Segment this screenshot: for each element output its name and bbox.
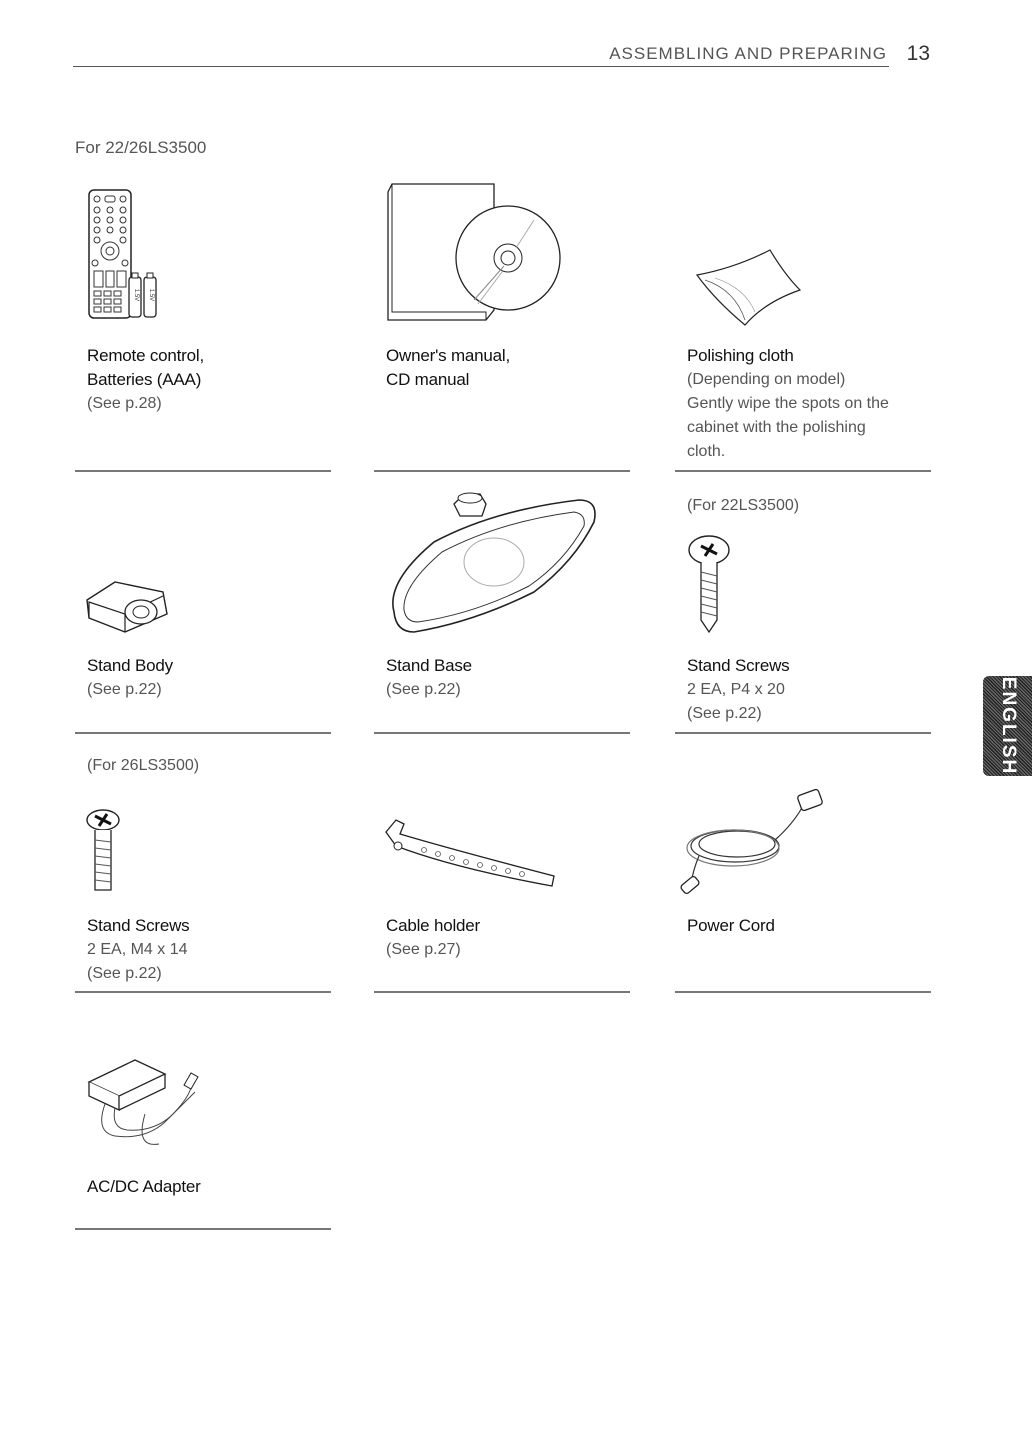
item-name: Stand Screws xyxy=(687,656,790,675)
item-name: Power Cord xyxy=(687,916,775,935)
item-name: Stand Screws xyxy=(87,916,190,935)
header-rule xyxy=(73,66,889,67)
manual-cd-icon xyxy=(374,180,630,350)
item-divider xyxy=(675,991,931,993)
item-name: Cable holder xyxy=(386,916,480,935)
section-title: ASSEMBLING AND PREPARING xyxy=(609,44,887,63)
stand-body-icon xyxy=(75,562,331,732)
item-desc: 2 EA, M4 x 14 xyxy=(87,941,188,958)
item-desc: (See p.27) xyxy=(386,941,461,958)
item-name: Polishing cloth xyxy=(687,346,794,365)
item-divider xyxy=(675,470,931,472)
model-label: For 22/26LS3500 xyxy=(75,138,207,157)
item-divider xyxy=(75,470,331,472)
item-name: AC/DC Adapter xyxy=(87,1177,201,1196)
model-note: (For 22LS3500) xyxy=(687,497,800,514)
item-name: CD manual xyxy=(386,370,470,389)
stand-base-icon xyxy=(374,482,630,652)
battery-label: 1.5V xyxy=(133,288,139,302)
language-tab[interactable] xyxy=(983,676,1032,776)
page-number: 13 xyxy=(906,42,930,65)
item-desc: (See p.22) xyxy=(386,681,461,698)
item-name: Owner's manual, xyxy=(386,346,511,365)
item-divider xyxy=(675,732,931,734)
item-desc: 2 EA, P4 x 20 xyxy=(687,681,785,698)
item-name: Batteries (AAA) xyxy=(87,370,202,389)
item-divider xyxy=(374,991,630,993)
remote-control-icon xyxy=(75,185,331,355)
item-desc: (See p.28) xyxy=(87,395,162,412)
model-note: (For 26LS3500) xyxy=(87,757,200,774)
item-divider xyxy=(75,732,331,734)
item-divider xyxy=(75,1228,331,1230)
item-divider xyxy=(374,732,630,734)
item-desc: (See p.22) xyxy=(87,965,162,982)
item-desc: (See p.22) xyxy=(87,681,162,698)
item-desc: (Depending on model) xyxy=(687,371,846,388)
item-desc: Gently wipe the spots on the xyxy=(687,395,889,412)
item-name: Stand Base xyxy=(386,656,472,675)
cd-disc-icon xyxy=(456,206,560,310)
item-desc: (See p.22) xyxy=(687,705,762,722)
item-desc: cloth. xyxy=(687,443,726,460)
item-name: Stand Body xyxy=(87,656,173,675)
item-divider xyxy=(75,991,331,993)
item-divider xyxy=(374,470,630,472)
language-tab-label: ENGLISH xyxy=(997,676,1019,776)
battery-label: 1.5V xyxy=(148,288,154,302)
item-desc: cabinet with the polishing xyxy=(687,419,866,436)
item-name: Remote control, xyxy=(87,346,204,365)
